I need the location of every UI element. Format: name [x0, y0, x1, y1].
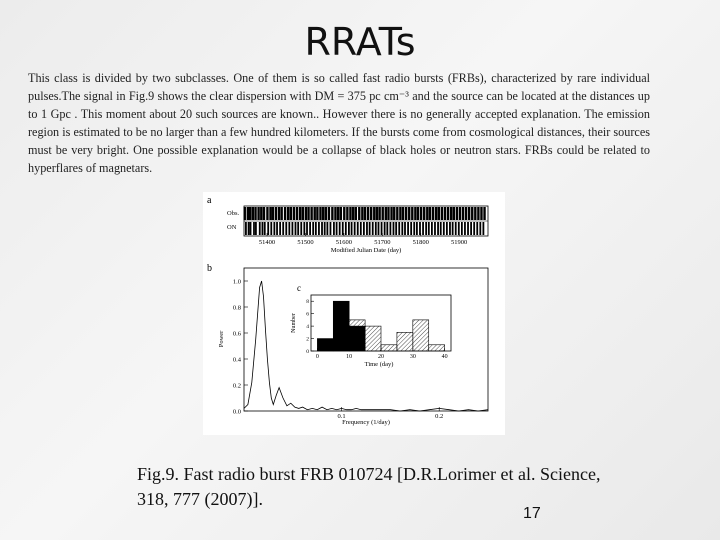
on-mark	[295, 222, 297, 235]
obs-mark	[278, 207, 280, 220]
obs-mark	[411, 207, 413, 220]
on-mark	[351, 222, 353, 235]
on-mark	[413, 222, 415, 235]
panel-b-ytick-label: 0.4	[232, 356, 241, 364]
panel-c-ytick-label: 6	[306, 311, 309, 318]
panel-b-yticks	[233, 278, 248, 415]
row-label-obs: Obs.	[227, 210, 240, 217]
on-mark	[446, 222, 448, 235]
obs-mark	[337, 207, 339, 220]
histogram-bar-hatched	[381, 345, 397, 351]
obs-mark	[355, 207, 357, 220]
panel-a-tick-label: 51800	[412, 239, 429, 246]
on-mark	[339, 222, 341, 235]
obs-mark	[480, 207, 482, 220]
on-mark	[461, 222, 463, 235]
obs-mark	[378, 207, 380, 220]
obs-mark	[444, 207, 446, 220]
on-mark	[330, 222, 332, 235]
on-mark	[428, 222, 430, 235]
on-mark	[482, 222, 484, 235]
obs-mark	[396, 207, 398, 220]
obs-mark	[340, 207, 342, 220]
obs-mark	[244, 207, 246, 220]
histogram-bar-hatched	[429, 345, 445, 351]
obs-mark	[263, 207, 265, 220]
panel-b-xtick-label: 0.1	[337, 413, 346, 420]
obs-mark	[453, 207, 455, 220]
on-mark	[354, 222, 356, 235]
obs-mark	[299, 207, 301, 220]
obs-mark	[432, 207, 434, 220]
obs-mark	[417, 207, 419, 220]
obs-mark	[468, 207, 470, 220]
on-mark	[276, 222, 278, 235]
on-mark	[262, 222, 264, 235]
on-mark	[395, 222, 397, 235]
on-mark	[357, 222, 359, 235]
panel-a-tick-label: 51500	[297, 239, 314, 246]
on-mark	[282, 222, 284, 235]
obs-mark	[346, 207, 348, 220]
obs-mark	[349, 207, 351, 220]
obs-mark	[269, 207, 271, 220]
figure-frb	[203, 192, 505, 435]
obs-mark	[260, 207, 262, 220]
on-mark	[363, 222, 365, 235]
figure-caption: Fig.9. Fast radio burst FRB 010724 [D.R.Lorimer et al. Science, 318, 777 (2007)].	[137, 464, 601, 509]
obs-mark	[387, 207, 389, 220]
histogram-bar-hatched	[365, 326, 381, 351]
panel-a	[207, 195, 488, 254]
obs-mark	[399, 207, 401, 220]
on-mark	[425, 222, 427, 235]
obs-mark	[334, 207, 336, 220]
on-mark	[342, 222, 344, 235]
obs-mark	[305, 207, 307, 220]
on-mark	[336, 222, 338, 235]
on-mark	[250, 222, 252, 235]
on-mark	[279, 222, 281, 235]
obs-mark	[322, 207, 324, 220]
on-mark	[333, 222, 335, 235]
obs-mark	[314, 207, 316, 220]
on-mark	[407, 222, 409, 235]
figure-svg	[203, 192, 505, 435]
panel-b-ytick-label: 0.8	[232, 304, 241, 312]
panel-c-ytick-label: 2	[306, 336, 309, 343]
obs-mark	[456, 207, 458, 220]
panel-b-ytick-label: 0.2	[232, 382, 241, 390]
row-label-on: ON	[227, 224, 237, 231]
obs-mark	[393, 207, 395, 220]
obs-mark	[435, 207, 437, 220]
obs-mark	[293, 207, 295, 220]
obs-mark	[287, 207, 289, 220]
obs-mark	[247, 207, 249, 220]
obs-mark	[296, 207, 298, 220]
panel-c-ytick-label: 8	[306, 299, 309, 306]
obs-mark	[358, 207, 360, 220]
panel-a-label: a	[207, 195, 212, 206]
panel-c-xtick-label: 10	[346, 354, 353, 360]
on-mark	[449, 222, 451, 235]
panel-a-tick-label: 51700	[374, 239, 391, 246]
obs-mark	[420, 207, 422, 220]
on-mark	[479, 222, 481, 235]
obs-mark	[266, 207, 268, 220]
obs-mark	[252, 207, 254, 220]
obs-mark	[441, 207, 443, 220]
on-mark	[473, 222, 475, 235]
obs-mark	[385, 207, 387, 220]
obs-mark	[328, 207, 330, 220]
obs-mark	[373, 207, 375, 220]
on-mark	[375, 222, 377, 235]
obs-mark	[364, 207, 366, 220]
obs-mark	[249, 207, 251, 220]
on-mark	[245, 222, 247, 235]
on-mark	[321, 222, 323, 235]
on-mark	[404, 222, 406, 235]
on-mark	[312, 222, 314, 235]
obs-mark	[302, 207, 304, 220]
obs-mark	[257, 207, 259, 220]
on-mark	[300, 222, 302, 235]
panel-b-xlabel: Frequency (1/day)	[342, 419, 390, 426]
slide-title: RRATs	[304, 20, 416, 64]
on-mark	[253, 222, 255, 235]
obs-mark	[390, 207, 392, 220]
obs-mark	[316, 207, 318, 220]
panel-c-xtick-label: 40	[441, 354, 448, 360]
on-mark	[416, 222, 418, 235]
obs-mark	[325, 207, 327, 220]
histogram-bar-hatched	[349, 320, 365, 351]
on-mark	[270, 222, 272, 235]
on-mark	[455, 222, 457, 235]
on-mark	[248, 222, 250, 235]
obs-mark	[254, 207, 256, 220]
panel-a-tick-label: 51400	[258, 239, 276, 246]
on-mark	[372, 222, 374, 235]
panel-b-ytick-label: 1.0	[232, 278, 241, 286]
on-mark	[345, 222, 347, 235]
on-mark	[366, 222, 368, 235]
obs-mark	[423, 207, 425, 220]
obs-mark	[382, 207, 384, 220]
on-mark	[288, 222, 290, 235]
on-mark	[267, 222, 269, 235]
on-mark	[398, 222, 400, 235]
on-mark	[306, 222, 308, 235]
on-mark	[273, 222, 275, 235]
obs-mark	[459, 207, 461, 220]
panel-a-xlabel: Modified Julian Date (day)	[330, 247, 402, 254]
obs-mark	[331, 207, 333, 220]
on-mark	[390, 222, 392, 235]
on-mark	[401, 222, 403, 235]
obs-mark	[307, 207, 309, 220]
obs-mark	[367, 207, 369, 220]
obs-mark	[483, 207, 485, 220]
on-mark	[431, 222, 433, 235]
on-mark	[476, 222, 478, 235]
obs-mark	[477, 207, 479, 220]
slide-number: 17	[523, 505, 541, 522]
obs-mark	[310, 207, 312, 220]
panel-b-label: b	[207, 263, 212, 274]
histogram-bar-solid	[317, 339, 333, 351]
on-mark	[324, 222, 326, 235]
panel-a-tick-label: 51900	[451, 239, 468, 246]
on-mark	[348, 222, 350, 235]
on-mark	[309, 222, 311, 235]
obs-mark	[474, 207, 476, 220]
obs-mark	[361, 207, 363, 220]
on-mark	[264, 222, 266, 235]
on-mark	[386, 222, 388, 235]
obs-mark	[352, 207, 354, 220]
obs-mark	[438, 207, 440, 220]
obs-mark	[319, 207, 321, 220]
panel-b-ylabel: Power	[218, 330, 225, 348]
obs-mark	[272, 207, 274, 220]
panel-c-xtick-label: 30	[409, 354, 416, 360]
on-mark	[393, 222, 395, 235]
panel-c-xtick-label: 0	[315, 354, 319, 360]
on-mark	[369, 222, 371, 235]
obs-mark	[343, 207, 345, 220]
on-mark	[384, 222, 386, 235]
panel-c-ytick-label: 0	[306, 349, 309, 355]
obs-mark	[450, 207, 452, 220]
obs-mark	[275, 207, 277, 220]
obs-mark	[376, 207, 378, 220]
on-mark	[315, 222, 317, 235]
on-mark	[467, 222, 469, 235]
on-mark	[360, 222, 362, 235]
obs-mark	[402, 207, 404, 220]
obs-mark	[280, 207, 282, 220]
obs-mark	[429, 207, 431, 220]
on-mark	[452, 222, 454, 235]
panel-c-xlabel: Time (day)	[364, 361, 394, 368]
on-mark	[255, 222, 257, 235]
on-mark	[259, 222, 261, 235]
obs-mark	[405, 207, 407, 220]
obs-mark	[426, 207, 428, 220]
on-mark	[464, 222, 466, 235]
histogram-bar-hatched	[413, 320, 429, 351]
obs-mark	[284, 207, 286, 220]
on-mark	[440, 222, 442, 235]
panel-c-ytick-label: 4	[306, 324, 309, 331]
panel-a-tick-label: 51600	[335, 239, 353, 246]
panel-b-ytick-label: 0.6	[232, 330, 241, 338]
on-mark	[437, 222, 439, 235]
on-mark	[470, 222, 472, 235]
panel-c	[291, 283, 451, 368]
panel-c-label: c	[297, 283, 301, 293]
on-mark	[303, 222, 305, 235]
obs-mark	[462, 207, 464, 220]
obs-mark	[447, 207, 449, 220]
panel-c-ylabel: Number	[291, 313, 297, 333]
panel-b-ytick-label: 0.0	[232, 408, 241, 416]
obs-mark	[471, 207, 473, 220]
histogram-bar-solid	[333, 301, 349, 351]
on-mark	[285, 222, 287, 235]
on-mark	[410, 222, 412, 235]
on-mark	[326, 222, 328, 235]
on-mark	[378, 222, 380, 235]
panel-b-xtick-label: 0.2	[435, 413, 444, 420]
on-mark	[422, 222, 424, 235]
on-mark	[297, 222, 299, 235]
body-text: This class is divided by two subclasses. One of them is so called fast radio bursts (FRBs), characterized by rare individual pulses.The signal in Fig.9 shows the clear dispersion with DM = 375 pc cm⁻³ and the source can be located at the distances up to 1 Gpc . This moment about 20 such sources are known.. However there is no generally accepted explanation. The emission region is estimated to be no larger than a few hundred kilometers. If the bursts come from cosmological distances, their sources must be very bright. One possible explanation would be a collapse of black holes or neutron stars. FRBs could be related to hyperflares of magnetars.	[28, 71, 650, 175]
on-mark	[443, 222, 445, 235]
obs-mark	[290, 207, 292, 220]
on-mark	[318, 222, 320, 235]
on-mark	[292, 222, 294, 235]
panel-c-xtick-label: 20	[378, 354, 384, 360]
obs-mark	[414, 207, 416, 220]
on-mark	[434, 222, 436, 235]
histogram-bar-hatched	[397, 332, 413, 351]
obs-mark	[370, 207, 372, 220]
obs-mark	[465, 207, 467, 220]
obs-mark	[408, 207, 410, 220]
